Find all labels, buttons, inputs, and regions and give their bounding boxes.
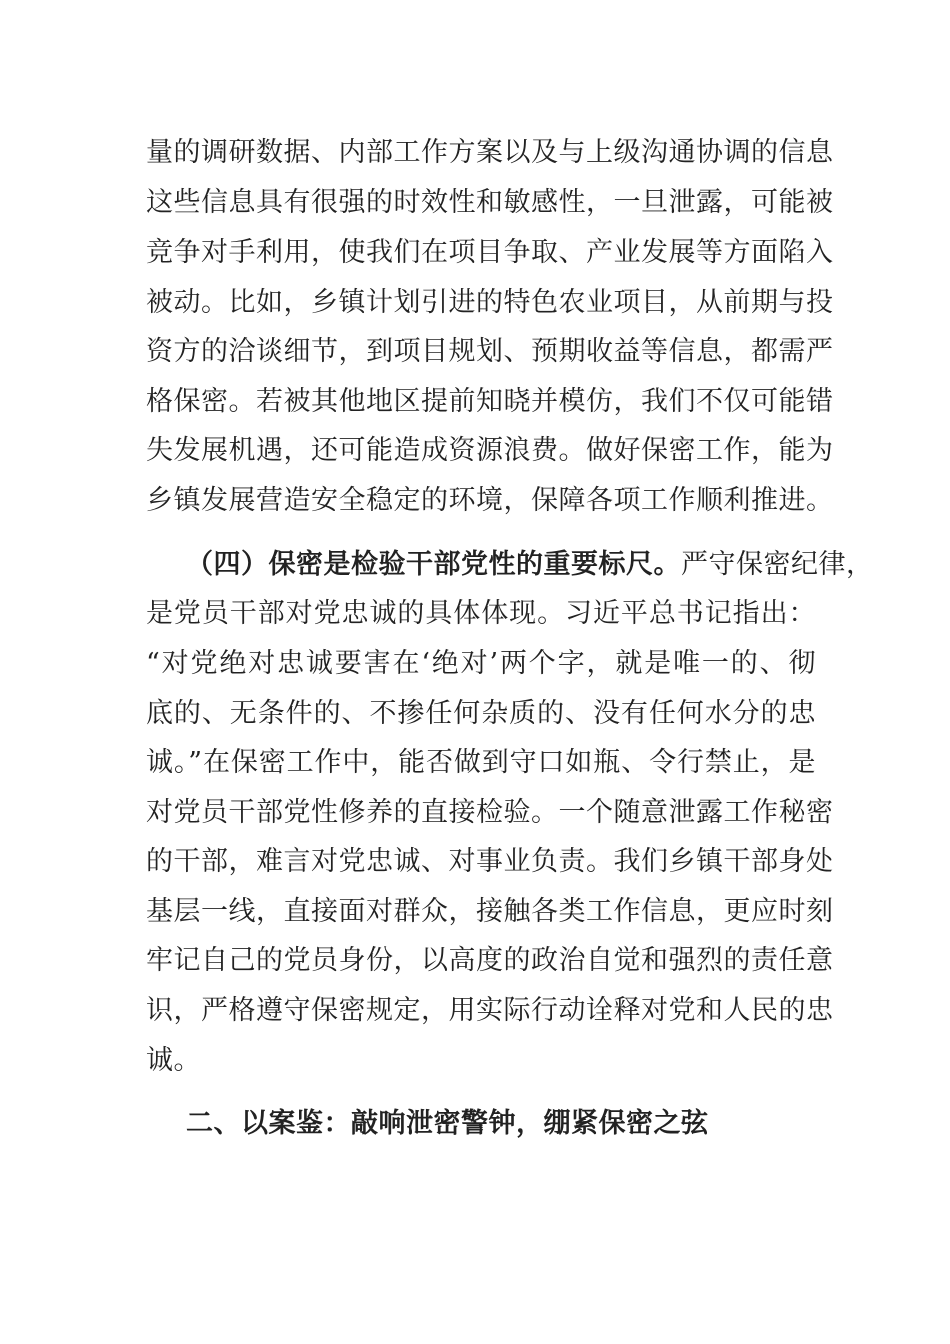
text-line: 这些信息具有很强的时效性和敏感性，一旦泄露，可能被 xyxy=(146,187,834,218)
text-line: 失发展机遇，还可能造成资源浪费。做好保密工作，能为 xyxy=(146,435,834,466)
text-line: 资方的洽谈细节，到项目规划、预期收益等信息，都需严 xyxy=(146,336,834,367)
section-heading: 二、以案鉴：敲响泄密警钟，绷紧保密之弦 xyxy=(186,1108,709,1139)
text-line: 被动。比如，乡镇计划引进的特色农业项目，从前期与投 xyxy=(146,287,834,318)
text-line: 牢记自己的党员身份，以高度的政治自觉和强烈的责任意 xyxy=(146,945,834,976)
text-line: 是党员干部对党忠诚的具体体现。习近平总书记指出： xyxy=(146,598,816,629)
text-line: 诚。”在保密工作中，能否做到守口如瓶、令行禁止，是 xyxy=(146,747,816,778)
text-line: 诚。 xyxy=(146,1045,201,1076)
text-line: 识，严格遵守保密规定，用实际行动诠释对党和人民的忠 xyxy=(146,995,834,1026)
text-line: 对党员干部党性修养的直接检验。一个随意泄露工作秘密 xyxy=(146,797,834,828)
text-line: “对党绝对忠诚要害在‘绝对’两个字，就是唯一的、彻 xyxy=(146,648,816,679)
text-line: 基层一线，直接面对群众，接触各类工作信息，更应时刻 xyxy=(146,896,834,927)
text-line: 底的、无条件的、不掺任何杂质的、没有任何水分的忠 xyxy=(146,698,816,729)
text-line: 乡镇发展营造安全稳定的环境，保障各项工作顺利推进。 xyxy=(146,485,834,516)
text-run: 严守保密纪律， xyxy=(681,549,874,580)
text-line: 格保密。若被其他地区提前知晓并模仿，我们不仅可能错 xyxy=(146,386,834,417)
text-line: 的干部，难言对党忠诚、对事业负责。我们乡镇干部身处 xyxy=(146,846,834,877)
subheading-bold: （四）保密是检验干部党性的重要标尺。 xyxy=(186,549,681,580)
text-line: 竞争对手利用，使我们在项目争取、产业发展等方面陷入 xyxy=(146,237,834,268)
paragraph-first-line xyxy=(186,547,874,583)
text-line: 量的调研数据、内部工作方案以及与上级沟通协调的信息 xyxy=(146,137,834,168)
